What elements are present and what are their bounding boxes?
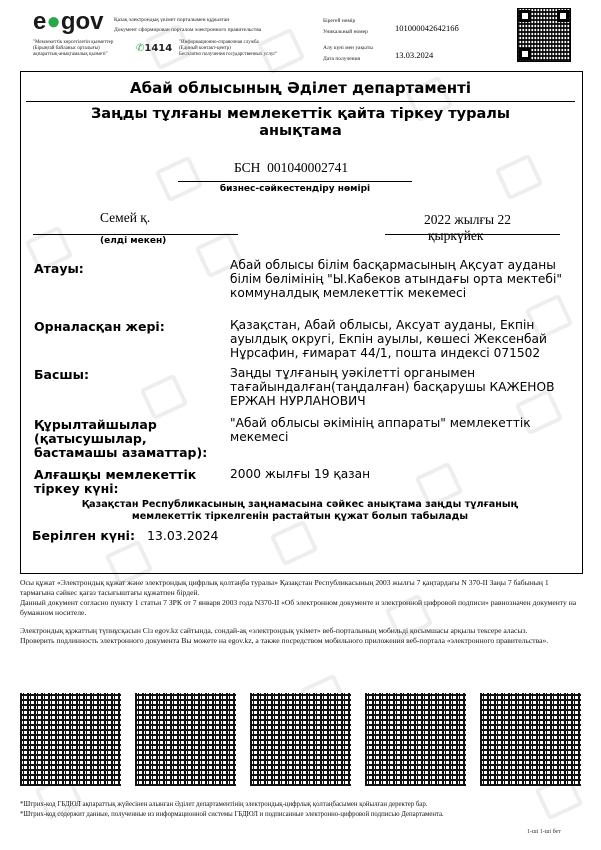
barcode-notice-ru: *Штрих-код содержит данные, полученные из информационной системы ГБДЮЛ и подписанные электронно-цифровой подписью Департамента.	[20, 811, 444, 818]
department-title: Абай облысының Әділет департаменті	[129, 79, 471, 97]
name-value: Абай облысы білім басқармасының Ақсуат ауданы білім бөлімінің "Ы.Кабеков атындағы орта мектебі" коммуналдық мемлекеттік мекемесі	[230, 258, 562, 300]
barcode-2	[135, 693, 236, 786]
barcode-1	[20, 693, 121, 786]
first-reg-label: Алғашқы мемлекеттік тіркеу күні:	[34, 467, 197, 496]
logo-dot: ●	[46, 8, 61, 35]
date-label-ru: Дата получения	[323, 56, 361, 62]
verify-kz: Электрондық құжаттың түпнұсқасын Сіз egov.kz сайтында, сондай-ақ «электрондық үкімет» веб-порталының мобильді қосымшасы арқылы тексере аласыз.	[20, 626, 528, 635]
qr-code	[517, 8, 571, 62]
watermark-icon	[257, 28, 306, 75]
bin-caption: бизнес-сәйкестендіру нөмірі	[219, 184, 371, 194]
egov-logo	[33, 8, 104, 36]
head-label: Басшы:	[34, 367, 89, 382]
founders-value: "Абай облысы әкімінің аппараты" мемлекеттік мекемесі	[230, 416, 531, 444]
issued-row	[32, 528, 219, 543]
bin-value: 001040002741	[267, 160, 349, 175]
barcode-5	[480, 693, 581, 786]
verify-ru: Проверить подлинность электронного документа Вы можете на egov.kz, а также посредством мобильного приложения веб-портала «электронного правительства».	[20, 636, 549, 645]
barcode-3	[250, 693, 351, 786]
center-ru-2: (Единый контакт-центр)	[179, 46, 231, 51]
legal-notice	[20, 578, 582, 646]
bin-row	[234, 160, 348, 176]
first-reg-value: 2000 жылғы 19 қазан	[230, 467, 371, 481]
unique-no-label-ru: Уникальный номер	[323, 29, 368, 35]
legal-kz: Осы құжат «Электрондық құжат және электрондық цифрлық қолтаңба туралы» Қазақстан Республикасының 2003 жылғы 7 қаңтардағы N 370-II Заңы 7 бабының 1 тармағына сәйкес қағаз тасығыштағы құжатпен бірдей.	[20, 578, 549, 597]
phone-icon: ✆	[136, 43, 145, 54]
founders-label: Құрылтайшылар (қатысушылар, бастамашы азаматтар):	[34, 417, 208, 460]
place-value: Семей қ.	[100, 210, 151, 225]
place-caption: (елді мекен)	[100, 236, 167, 246]
barcode-4	[365, 693, 466, 786]
barcode-notice	[20, 800, 582, 820]
certificate-title-line1: Заңды тұлғаны мемлекеттік қайта тіркеу туралы	[90, 106, 511, 122]
unique-no-label-kz: Бірегей нөмір	[323, 18, 356, 24]
head-value: Заңды тұлғаның уәкілетті органымен тағайындалған(таңдалған) басқарушы КАЖЕНОВ ЕРЖАН НУРЛАНОВИЧ	[230, 366, 555, 408]
location-label: Орналасқан жері:	[34, 319, 165, 334]
location-value: Қазақстан, Абай облысы, Аксуат ауданы, Екпін ауылдық округі, Екпін ауылы, көшесі Жексенбай Нұрсафин, ғимарат 44/1, пошта индексі 071502	[230, 318, 547, 360]
portal-kz: Қазақ электрондық үкімет порталымен құрылған	[114, 17, 230, 23]
center-ru-1: "Информационно-справочная служба	[179, 40, 259, 45]
certificate-title	[20, 106, 581, 140]
header-date: 13.03.2024	[395, 50, 434, 60]
center-kz	[33, 40, 113, 58]
center-ru-3: Бесплатно получения государственных услуг"	[179, 52, 278, 57]
date-label-kz: Алу күні мен уақыты	[323, 45, 373, 51]
center-kz-1: "Мемлекеттік көрсетілетін қызметтер	[33, 40, 114, 45]
phone-number: 1414	[144, 43, 173, 54]
logo-suffix: gov	[60, 8, 104, 35]
bin-label: БСН	[234, 160, 261, 175]
certificate-title-line2: анықтама	[259, 123, 342, 139]
issued-date: 13.03.2024	[146, 528, 219, 543]
title-divider	[26, 101, 575, 102]
reg-date-line2: қыркүйек	[428, 228, 484, 243]
legal-ru: Данный документ согласно пункту 1 статьи 7 ЗРК от 7 января 2003 года N370-II «Об электронном документе и электронной цифровой подписи» равнозначен документу на бумажном носителе.	[20, 598, 577, 617]
portal-ru: Документ сформирован порталом электронного правительства	[114, 27, 262, 33]
place-underline	[33, 234, 238, 235]
center-kz-2: (Бірыңғай байланыс орталығы)	[33, 46, 100, 51]
barcode-notice-kz: *Штрих-код ГБДЮЛ ақпараттық жүйесінен алынған Әділет департаментінің электрондық-цифрлық қолтаңбасымен қойылған деректер бар.	[20, 801, 428, 808]
confirmation-text: Қазақстан Республикасының заңнамасына сәйкес анықтама заңды тұлғаның мемлекеттік тіркелгенін растайтын құжат болып табылады	[81, 499, 519, 522]
reg-date-line1: 2022 жылғы 22	[424, 212, 511, 227]
center-kz-3: ақпараттық-анықтамалық қызметі"	[33, 52, 108, 57]
name-label: Атауы:	[34, 261, 84, 276]
unique-no: 10100004264216б	[395, 23, 459, 33]
logo-prefix: e	[33, 8, 47, 35]
issued-label: Берілген күні:	[32, 528, 135, 543]
page-number: 1-ші 1-ші бет	[527, 829, 561, 835]
bin-underline	[178, 181, 412, 182]
